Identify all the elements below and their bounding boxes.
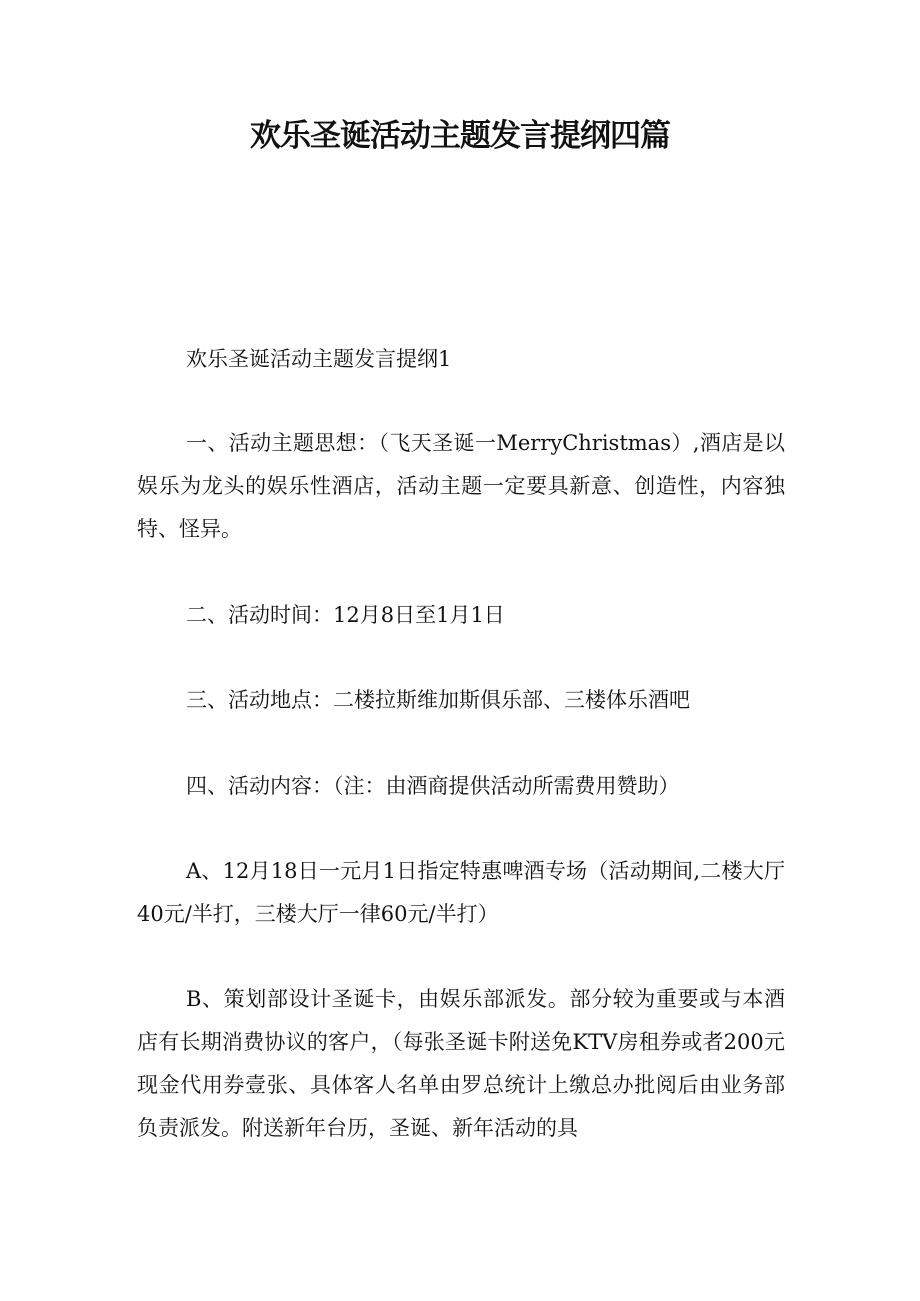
paragraph-time: 二、活动时间：12月8日至1月1日 [186,603,505,627]
document-title: 欢乐圣诞活动主题发言提纲四篇 [250,118,670,154]
paragraph-content: 四、活动内容：（注：由酒商提供活动所需费用赞助） [186,774,680,798]
paragraph-location: 三、活动地点：二楼拉斯维加斯俱乐部、三楼体乐酒吧 [186,688,690,712]
section-heading: 欢乐圣诞活动主题发言提纲1 [186,347,452,371]
paragraph-item-a: A、12月18日一元月1日指定特惠啤酒专场（活动期间,二楼大厅40元/半打，三楼大厅一律60元/半打） [137,859,785,926]
paragraph-theme: 一、活动主题思想：（飞天圣诞一MerryChristmas）,酒店是以娱乐为龙头的娱乐性酒店，活动主题一定要具新意、创造性，内容独特、怪异。 [137,431,785,541]
paragraph-item-b: B、策划部设计圣诞卡，由娱乐部派发。部分较为重要或与本酒店有长期消费协议的客户，（每张圣诞卡附送免KTV房租券或者200元现金代用券壹张、具体客人名单由罗总统计上缴总办批阅后由业务部负责派发。附送新年台历，圣诞、新年活动的具 [137,987,785,1140]
